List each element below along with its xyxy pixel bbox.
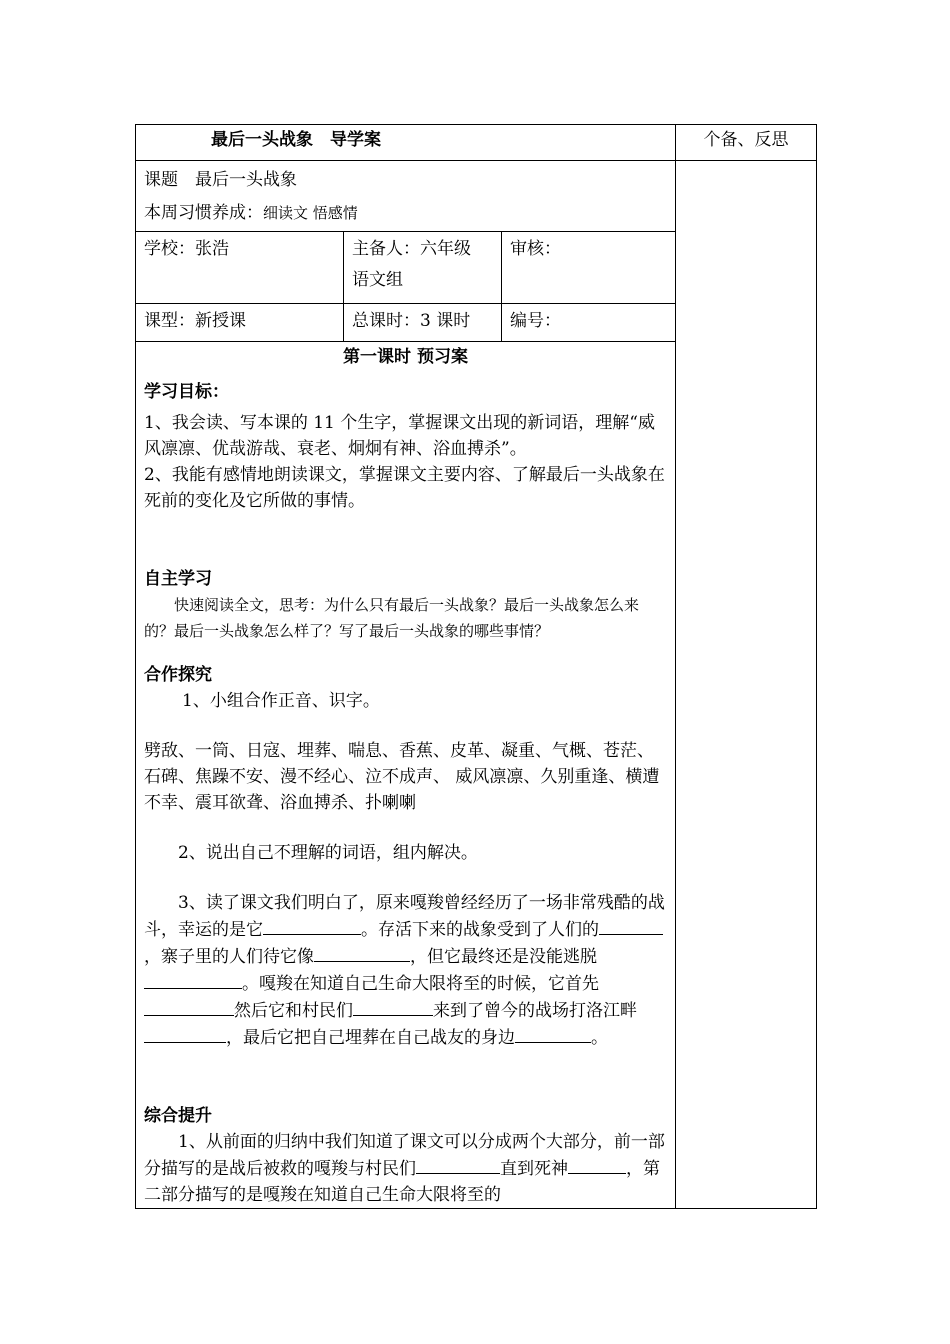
habit-prefix: 本周习惯养成： <box>144 203 263 223</box>
topic-label: 课题 最后一头战象 <box>144 170 297 190</box>
blank[interactable] <box>568 1155 626 1174</box>
goal-1: 1、我会读、写本课的 11 个生字，掌握课文出现的新词语，理解“威风凛凛、优哉游哉、衰老、炯炯有神、浴血搏杀”。 <box>144 413 655 459</box>
cooperation-item-1: 1、小组合作正音、识字。 <box>182 691 380 711</box>
word-list: 劈敌、一筒、日寇、埋葬、喘息、香蕉、皮革、凝重、气概、苍茫、石碑、焦躁不安、漫不经心、泣不成声、 威风凛凛、久别重逢、横遭不幸、震耳欲聋、浴血搏杀、扑喇喇 <box>144 741 660 813</box>
blank[interactable] <box>416 1155 500 1174</box>
synthesis-heading: 综合提升 <box>144 1106 212 1126</box>
blank[interactable] <box>144 997 234 1016</box>
school-label: 学校：张浩 <box>144 239 229 259</box>
habit-line <box>144 197 667 230</box>
title-cell <box>136 125 676 161</box>
topic-cell <box>136 161 676 232</box>
blank[interactable] <box>263 916 361 935</box>
lesson-title: 第一课时 预习案 <box>343 347 468 367</box>
content-cell <box>136 342 676 1209</box>
number-label: 编号： <box>510 311 561 331</box>
blank[interactable] <box>353 997 433 1016</box>
preparer-line-1: 主备人：六年级 <box>352 239 471 259</box>
cooperation-heading: 合作探究 <box>144 665 212 685</box>
goal-2: 2、我能有感情地朗读课文，掌握课文主要内容、了解最后一头战象在死前的变化及它所做的事情。 <box>144 465 665 511</box>
blank[interactable] <box>515 1024 591 1043</box>
review-label: 审核： <box>510 239 561 259</box>
side-title: 个备、反思 <box>703 130 789 150</box>
preparer-cell <box>344 232 502 304</box>
synthesis-item-1: 1、从前面的归纳中我们知道了课文可以分成两个大部分，前一部分描写的是战后被救的嘎羧与村民们 直到死神 ，第二部分描写的是嘎羧在知道自己生命大限将至的 <box>144 1132 665 1205</box>
cooperation-item-2: 2、说出自己不理解的词语，组内解决。 <box>178 843 478 863</box>
type-label: 课型：新授课 <box>144 311 246 331</box>
habit-value: 细读文 悟感情 <box>263 204 358 222</box>
goals-heading: 学习目标： <box>144 382 229 402</box>
number-cell <box>502 304 676 342</box>
hours-label: 总课时：3 课时 <box>352 311 471 331</box>
blank[interactable] <box>144 970 242 989</box>
blank[interactable] <box>144 1024 226 1043</box>
school-cell <box>136 232 344 304</box>
side-title-cell <box>676 125 817 161</box>
self-study-heading: 自主学习 <box>144 569 212 589</box>
page-title: 最后一头战象 导学案 <box>211 130 381 150</box>
type-cell <box>136 304 344 342</box>
reflection-column <box>676 161 817 1209</box>
self-study-text: 快速阅读全文，思考：为什么只有最后一头战象？最后一头战象怎么来的？最后一头战象怎么样了？写了最后一头战象的哪些事情？ <box>144 596 640 640</box>
blank[interactable] <box>314 943 410 962</box>
preparer-line-2: 语文组 <box>352 270 403 290</box>
blank[interactable] <box>599 916 663 935</box>
hours-cell <box>344 304 502 342</box>
cooperation-item-3: 3、读了课文我们明白了，原来嘎羧曾经经历了一场非常残酷的战斗，幸运的是它 。存活下来的战象受到了人们的，寨子里的人们待它像 ，但它最终还是没能逃脱。嘎羧在知道自己生命大限将至的时候，它首先然后它和村民们 来到了曾今的战场打洛江畔，最后它把自己埋葬在自己战友的身边 。 <box>144 893 665 1048</box>
worksheet-table <box>135 124 817 1209</box>
worksheet <box>135 124 816 1209</box>
review-cell <box>502 232 676 304</box>
